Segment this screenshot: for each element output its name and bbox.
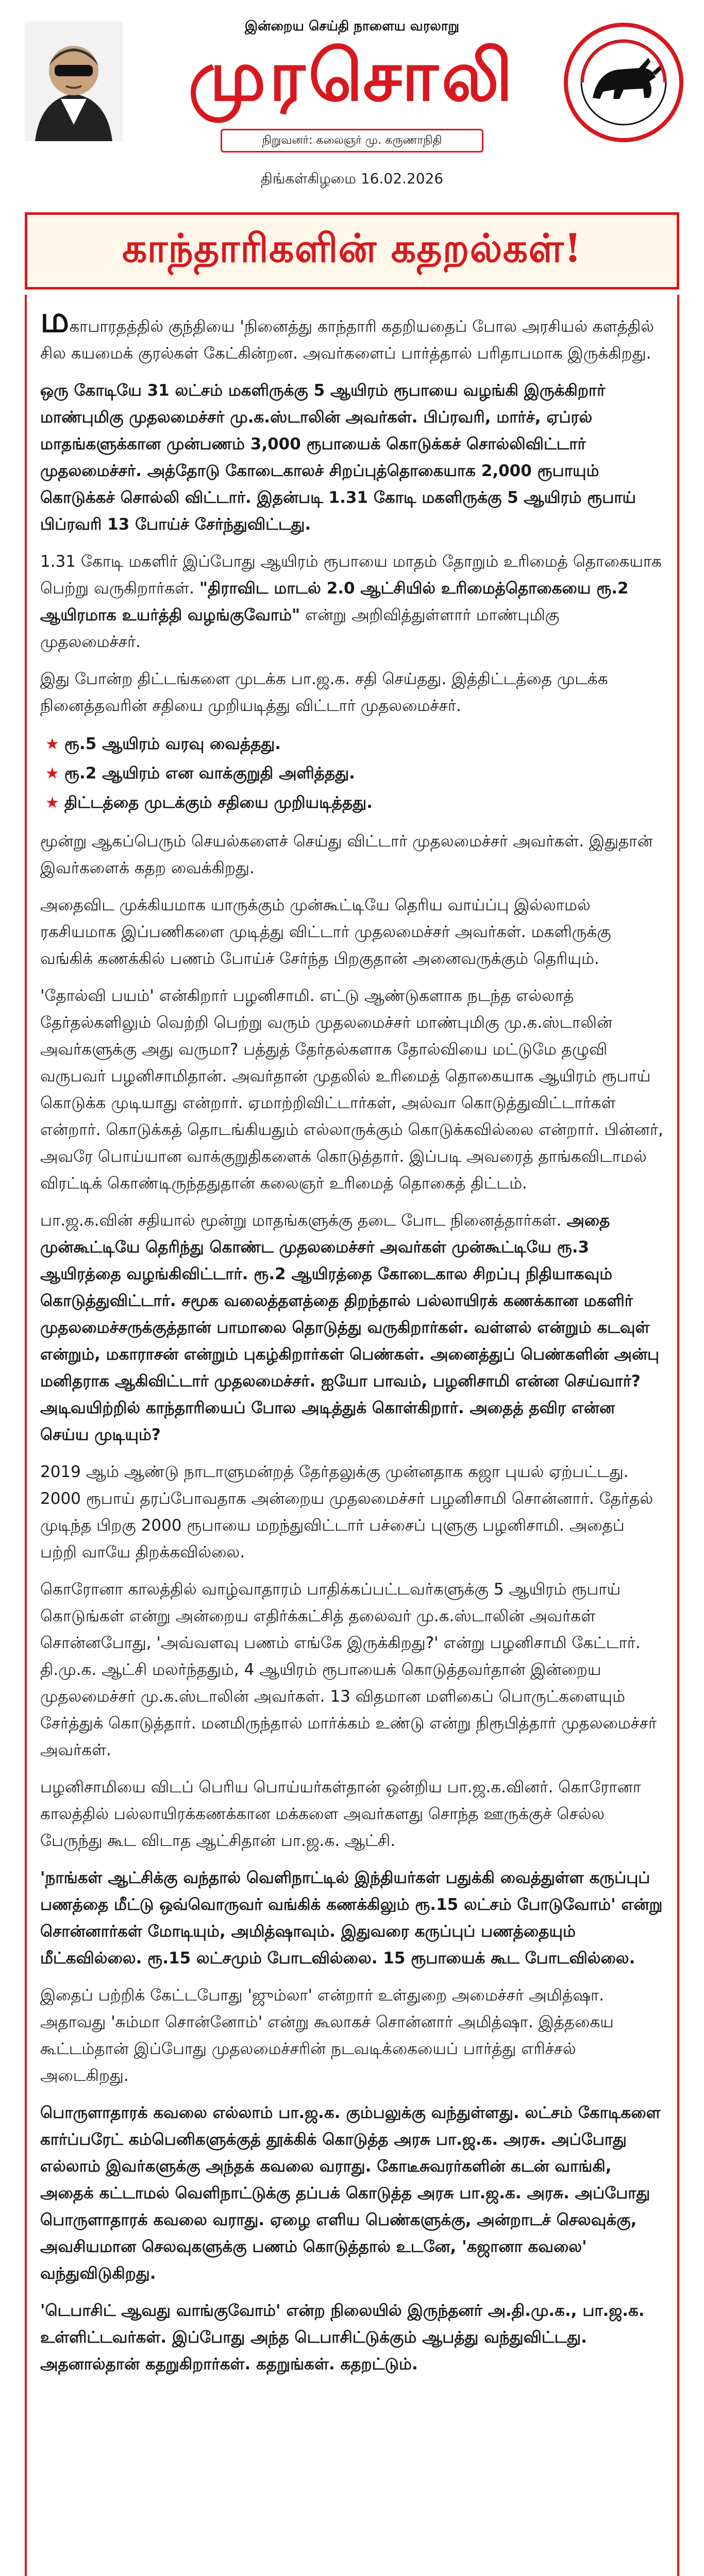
party-emblem-icon <box>562 21 685 144</box>
star-icon: ★ <box>45 765 59 783</box>
publication-date: திங்கள்கிழமை 16.02.2026 <box>260 170 444 187</box>
drop-cap: ம <box>40 298 70 341</box>
paragraph-3-quote: "திராவிட மாடல் 2.0 ஆட்சியில் உரிமைத்தொகையை ரூ.2 ஆயிரமாக உயர்த்தி வழங்குவோம்" <box>40 579 629 624</box>
paragraph-12 <box>40 1865 664 1972</box>
star-icon: ★ <box>45 735 59 753</box>
paragraph-3-text-a: 1.31 கோடி மகளிர் இப்போது ஆயிரம் ரூபாயை மாதம் தோறும் உரிமைத் தொகையாக பெற்று வருகிறார்கள். <box>40 552 662 598</box>
paragraph-1 <box>40 298 664 367</box>
editorial-title: காந்தாரிகளின் கதறல்கள்! <box>122 225 582 271</box>
paragraph-3-text-c: என்று அறிவித்துள்ளார் மாண்புமிகு முதலமைச்சர். <box>40 606 560 651</box>
founder-credit: நிறுவனர்: கலைஞர் மு. கருணாநிதி <box>221 129 483 152</box>
paragraph-13: இதைப் பற்றிக் கேட்டபோது 'ஜும்லா' என்றார் உள்துறை அமைச்சர் அமித்ஷா. அதாவது 'சும்மா சொன்னோம்' என்று கூலாகச் சொன்னார் அமித்ஷா. இத்தகைய கூட்டம்தான் இப்போது முதலமைச்சரின் நடவடிக்கையைப் பார்த்து எரிச்சல் அடைகிறது. <box>40 1986 614 2085</box>
masthead-tagline: இன்றைய செய்தி நாளைய வரலாறு <box>244 19 460 34</box>
paragraph-1-text: காபாரதத்தில் குந்தியை 'நினைத்து காந்தாரி கதறியதைப் போல அரசியல் களத்தில் சில கயமைக் குரல்கள் கேட்கின்றன. அவர்களைப் பார்த்தால் பரிதாபமாக இருக்கிறது. <box>40 317 655 363</box>
paragraph-12-text-b: 15 ரூபாயைக் கூட போடவில்லை. <box>383 1949 635 1968</box>
newspaper-logo: முரசொலி <box>188 35 516 117</box>
list-item-text: ரூ.5 ஆயிரம் வரவு வைத்தது. <box>64 735 281 753</box>
editorial-title-box <box>25 212 679 290</box>
paragraph-3 <box>40 548 664 655</box>
paragraph-4: இது போன்ற திட்டங்களை முடக்க பா.ஜ.க. சதி செய்தது. இத்திட்டத்தை முடக்க நினைத்தவரின் சதியை முறியடித்து விட்டார் முதலமைச்சர். <box>40 670 608 715</box>
paragraph-7: 'தோல்வி பயம்' என்கிறார் பழனிசாமி. எட்டு ஆண்டுகளாக நடந்த எல்லாத் தேர்தல்களிலும் வெற்றி பெற்று வரும் முதலமைச்சர் மாண்புமிகு மு.க.ஸ்டாலின் அவர்களுக்கு அது வருமா? பத்துத் தேர்தல்களாக தோல்வியை மட்டுமே தழுவி வருபவர் பழனிசாமிதான். அவர்தான் முதலில் உரிமைத் தொகையாக ஆயிரம் ரூபாய் கொடுக்க முடியாது என்றார். ஏமாற்றிவிட்டார்கள், அல்வா கொடுத்துவிட்டார்கள் என்றார். கொடுக்கத் தொடங்கியதும் எல்லாருக்கும் கொடுக்கவில்லை என்றார். பின்னர், அவரே பொய்யான வாக்குறுதிகளைக் கொடுத்தார். இப்படி அவரைத் தாங்கவிடாமல் விரட்டிக் கொண்டிருந்ததுதான் கலைஞர் உரிமைத் தொகைத் திட்டம். <box>40 987 663 1193</box>
paragraph-2: ஒரு கோடியே 31 லட்சம் மகளிருக்கு 5 ஆயிரம் ரூபாயை வழங்கி இருக்கிறார் மாண்புமிகு முதலமைச்சர் மு.க.ஸ்டாலின் அவர்கள். பிப்ரவரி, மார்ச், ஏப்ரல் மாதங்களுக்கான முன்பணம் 3,000 ரூபாயைக் கொடுக்கச் சொல்லிவிட்டார் முதலமைச்சர். அத்தோடு கோடைகாலச் சிறப்புத்தொகையாக 2,000 ரூபாயும் கொடுக்கச் சொல்லி விட்டார். இதன்படி 1.31 கோடி மகளிருக்கு 5 ஆயிரம் ரூபாய் பிப்ரவரி 13 போய்ச் சேர்ந்துவிட்டது. <box>40 381 636 534</box>
paragraph-10: கொரோனா காலத்தில் வாழ்வாதாரம் பாதிக்கப்பட்டவர்களுக்கு 5 ஆயிரம் ரூபாய் கொடுங்கள் என்று அன்றைய எதிர்க்கட்சித் தலைவர் மு.க.ஸ்டாலின் அவர்கள் சொன்னபோது, 'அவ்வளவு பணம் எங்கே இருக்கிறது?' என்று பழனிசாமி கேட்டார். தி.மு.க. ஆட்சி மலர்ந்ததும், 4 ஆயிரம் ரூபாயைக் கொடுத்தவர்தான் இன்றைய முதலமைச்சர் மு.க.ஸ்டாலின் அவர்கள். 13 விதமான மளிகைப் பொருட்களையும் சேர்த்துக் கொடுத்தார். மனமிருந்தால் மார்க்கம் உண்டு என்று நிரூபித்தார் முதலமைச்சர் அவர்கள். <box>40 1580 657 1759</box>
list-item <box>40 759 664 788</box>
paragraph-6: அதைவிட முக்கியமாக யாருக்கும் முன்கூட்டியே தெரிய வாய்ப்பு இல்லாமல் ரகசியமாக இப்பணிகளை முடித்து விட்டார் முதலமைச்சர் அவர்கள். மகளிருக்கு வங்கிக் கணக்கில் பணம் போய்ச் சேர்ந்த பிறகுதான் அனைவருக்கும் தெரியும். <box>40 896 611 968</box>
paragraph-8 <box>40 1207 664 1448</box>
list-item <box>40 730 664 759</box>
paragraph-9: 2019 ஆம் ஆண்டு நாடாளுமன்றத் தேர்தலுக்கு முன்னதாக கஜா புயல் ஏற்பட்டது. 2000 ரூபாய் தரப்போவதாக அன்றைய முதலமைச்சர் பழனிசாமி சொன்னார். தேர்தல் முடிந்த பிறகு 2000 ரூபாயை மறந்துவிட்டார் பச்சைப் புளுகு பழனிசாமி. அதைப் பற்றி வாயே திறக்கவில்லை. <box>40 1463 653 1562</box>
masthead <box>0 0 704 216</box>
list-item-text: ரூ.2 ஆயிரம் என வாக்குறுதி அளித்தது. <box>64 764 355 783</box>
paragraph-5: மூன்று ஆகப்பெரும் செயல்களைச் செய்து விட்டார் முதலமைச்சர் அவர்கள். இதுதான் இவர்களைக் கதற வைக்கிறது. <box>40 832 653 877</box>
star-icon: ★ <box>45 794 59 812</box>
paragraph-15: 'டெபாசிட் ஆவது வாங்குவோம்' என்ற நிலையில் இருந்தனர் அ.தி.மு.க., பா.ஜ.க. உள்ளிட்டவர்கள். இப்போது அந்த டெபாசிட்டுக்கும் ஆபத்து வந்துவிட்டது. அதனால்தான் கதறுகிறார்கள். கதறுங்கள். கதறட்டும். <box>40 2301 645 2374</box>
paragraph-8-text-b: அதை முன்கூட்டியே தெரிந்து கொண்ட முதலமைச்சர் அவர்கள் முன்கூட்டியே ரூ.3 ஆயிரத்தை வழங்கிவிட்டார். ரூ.2 ஆயிரத்தை கோடைகால சிறப்பு நிதியாகவும் கொடுத்துவிட்டார். சமூக வலைத்தளத்தை திறந்தால் பல்லாயிரக் கணக்கான மகளிர் முதலமைச்சருக்குத்தான் பாமாலை தொடுத்து வருகிறார்கள். வள்ளல் என்றும் கடவுள் என்றும், மகாராசன் என்றும் புகழ்கிறார்கள் பெண்கள். அனைத்துப் பெண்களின் அன்பு மனிதராக ஆகிவிட்டார் முதலமைச்சர். ஐயோ பாவம், பழனிசாமி என்ன செய்வார்? அடிவயிற்றில் காந்தாரியைப் போல அடித்துக் கொள்கிறார். அதைத் தவிர என்ன செய்ய முடியும்? <box>40 1211 660 1444</box>
list-item-text: திட்டத்தை முடக்கும் சதியை முறியடித்தது. <box>64 793 373 812</box>
paragraph-12-text-a: 'நாங்கள் ஆட்சிக்கு வந்தால் வெளிநாட்டில் இந்தியர்கள் பதுக்கி வைத்துள்ள கருப்புப் பணத்தை மீட்டு ஒவ்வொருவர் வங்கிக் கணக்கிலும் ரூ.15 லட்சம் போடுவோம்' என்று சொன்னார்கள் மோடியும், அமித்ஷாவும். இதுவரை கருப்புப் பணத்தையும் மீட்கவில்லை. ரூ.15 லட்சமும் போடவில்லை. <box>40 1869 663 1968</box>
paragraph-11: பழனிசாமியை விடப் பெரிய பொய்யர்கள்தான் ஒன்றிய பா.ஜ.க.வினர். கொரோனா காலத்தில் பல்லாயிரக்கணக்கான மக்களை அவர்களது சொந்த ஊருக்குச் செல்ல பேருந்து கூட விடாத ஆட்சிதான் பா.ஜ.க. ஆட்சி. <box>40 1778 641 1850</box>
article-body <box>25 295 679 2576</box>
achievement-list <box>40 730 664 818</box>
paragraph-8-text-a: பா.ஜ.க.வின் சதியால் மூன்று மாதங்களுக்கு தடை போட நினைத்தார்கள். <box>40 1211 567 1230</box>
list-item <box>40 788 664 818</box>
paragraph-14: பொருளாதாரக் கவலை எல்லாம் பா.ஜ.க. கும்பலுக்கு வந்துள்ளது. லட்சம் கோடிகளை கார்ப்பரேட் கம்பெனிகளுக்குத் தூக்கிக் கொடுத்த அரசு பா.ஜ.க. அரசு. அப்போது எல்லாம் இவர்களுக்கு அந்தக் கவலை வராது. கோடீசுவரர்களின் கடன் வாங்கி, அதைக் கட்டாமல் வெளிநாட்டுக்கு தப்பக் கொடுத்த அரசு பா.ஜ.க. அரசு. அப்போது பொருளாதாரக் கவலை வராது. ஏழை எளிய பெண்களுக்கு, அன்றாடச் செலவுக்கு, அவசியமான செலவுகளுக்கு பணம் கொடுத்தால் உடனே, 'கஜானா கவலை' வந்துவிடுகிறது. <box>40 2104 661 2283</box>
